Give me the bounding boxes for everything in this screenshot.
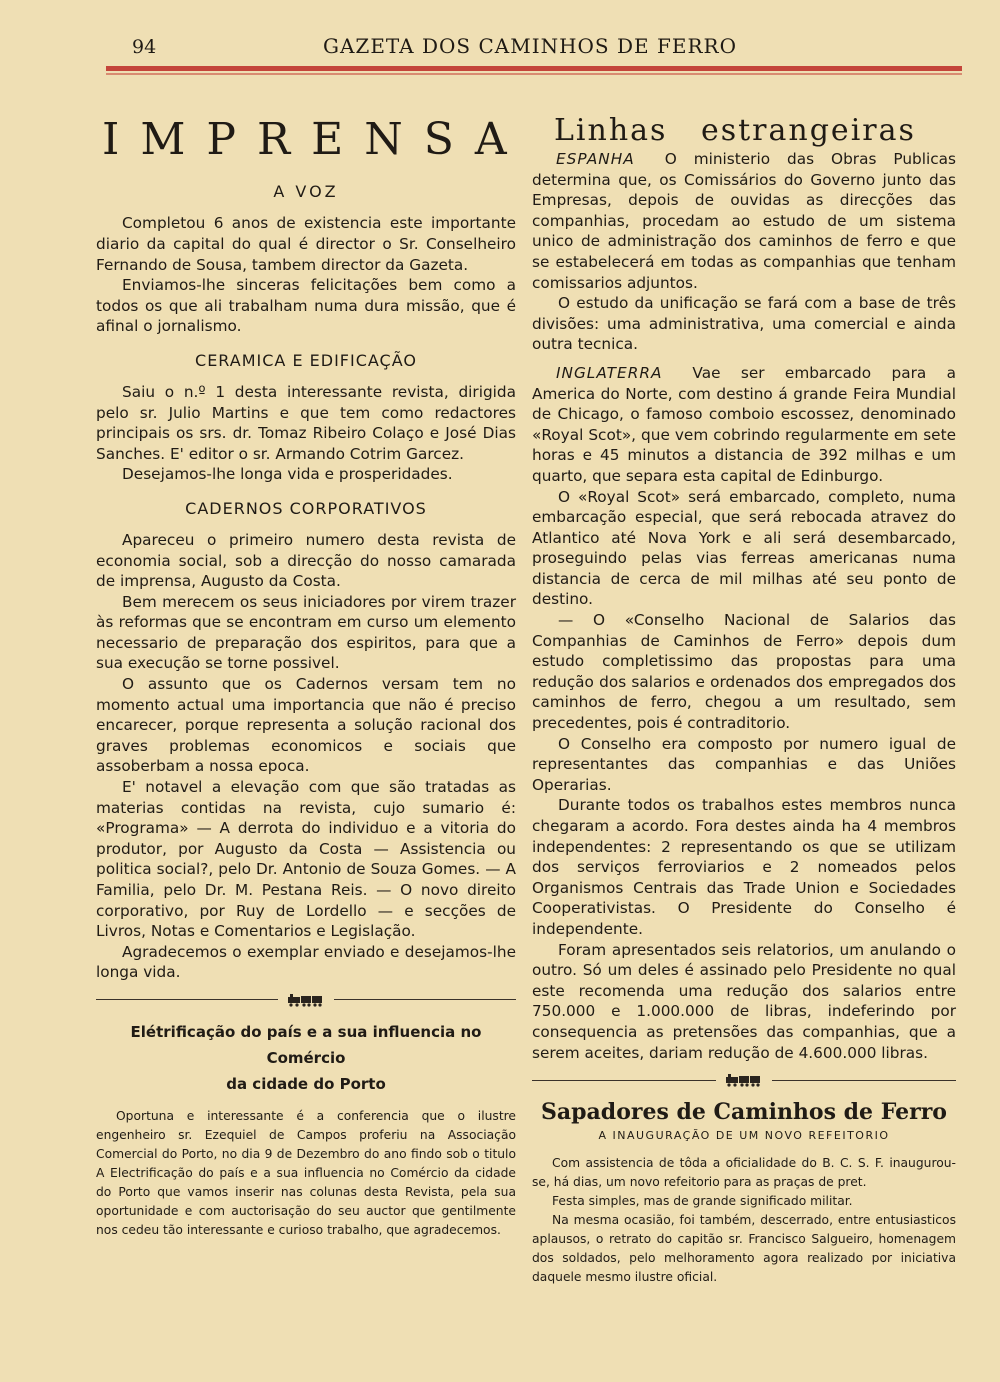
paragraph: Foram apresentados seis relatorios, um anulando o outro. Só um deles é assinado pelo Presidente no qual este recomenda uma redução dos salarios entre 750.000 e 1.000.000 de libras, indeferindo por consequencia as pretensões das companhias, que a serem aceites, dariam redução de 4.600.000 libras.: [532, 940, 956, 1062]
page-number: 94: [132, 36, 157, 58]
article-heading-eletrificacao: [96, 1019, 516, 1097]
divider-line: [532, 1080, 716, 1081]
espanha-block: [532, 149, 956, 355]
running-title: GAZETA DOS CAMINHOS DE FERRO: [323, 34, 737, 58]
paragraph: Festa simples, mas de grande significado militar.: [552, 1194, 853, 1209]
divider-line: [96, 999, 278, 1000]
divider-line: [334, 999, 516, 1000]
paragraph: — O «Conselho Nacional de Salarios das Companhias de Caminhos de Ferro» depois dum estudo completissimo das propostas para uma redução dos salarios e ordenados dos empregados dos caminhos de ferro, chegou a um resultado, sem precedentes, pois é contraditorio.: [532, 611, 956, 733]
paragraph: Agradecemos o exemplar enviado e desejamos-lhe longa vida.: [96, 942, 516, 982]
heading-a-voz: A VOZ: [273, 182, 339, 202]
country-label-inglaterra: INGLATERRA: [556, 363, 663, 382]
left-column: [96, 108, 528, 1240]
paragraph: O assunto que os Cadernos versam tem no momento actual uma importancia que não é preciso encarecer, porque representa a solução racional dos graves problemas economicos e sociais que assoberbam a nossa epoca.: [96, 675, 516, 776]
article-heading-line: Elétrificação do país e a sua influencia no Comércio: [130, 1022, 482, 1067]
heading-ceramica: CERAMICA E EDIFICAÇÃO: [195, 350, 417, 370]
section-title-imprensa: IMPRENSA: [102, 114, 528, 165]
paragraph: Apareceu o primeiro numero desta revista de economia social, sob a direcção do nosso camarada de imprensa, Augusto da Costa.: [96, 530, 516, 591]
right-column: [532, 108, 956, 1287]
article-heading-line: da cidade do Porto: [226, 1074, 386, 1093]
paragraph: O Conselho era composto por numero igual de representantes das companhias e das Uniões Operarias.: [532, 734, 956, 794]
article-body: [96, 1107, 516, 1240]
paragraph: O «Royal Scot» será embarcado, completo, numa embarcação especial, que será rebocada atravez do Atlantico até Nova York e ali será desembarcado, proseguindo pelas vias ferreas americanas numa distancia de cerca de mil milhas até seu ponto de destino.: [532, 487, 956, 609]
heading-cadernos: CADERNOS CORPORATIVOS: [185, 498, 427, 518]
article-body: [532, 1154, 956, 1287]
inglaterra-block: [532, 363, 956, 1063]
train-divider: [96, 993, 516, 1007]
paragraph: Saiu o n.º 1 desta interessante revista, dirigida pelo sr. Julio Martins e que tem como redactores principais os srs. dr. Tomaz Ribeiro Colaço e José Dias Sanches. E' editor o sr. Armando Cotrim Garcez.: [96, 382, 516, 463]
paragraph: Durante todos os trabalhos estes membros nunca chegaram a acordo. Fora destes ainda ha 4 membros independentes: 2 representando os que se utilizam dos serviços ferroviarios e 2 nomeados pelos Organismos Centrais das Trade Union e Sociedades Cooperativistas. O Presidente do Conselho é independente.: [532, 796, 956, 938]
paragraph: Completou 6 anos de existencia este importante diario da capital do qual é director o Sr. Conselheiro Fernando de Sousa, tambem director da Gazeta.: [96, 214, 516, 274]
paragraph: Na mesma ocasião, foi também, descerrado, entre entusiasticos aplausos, o retrato do capitão sr. Francisco Salgueiro, homenagem dos soldados, pelo melhoramento agora realizado por iniciativa daquele mesmo ilustre oficial.: [532, 1213, 956, 1285]
paragraph: O estudo da unificação se fará com a base de três divisões: uma administrativa, uma comercial e ainda outra tecnica.: [532, 294, 956, 354]
paragraph: Desejamos-lhe longa vida e prosperidades.: [122, 465, 453, 484]
article-heading-sapadores: Sapadores de Caminhos de Ferro: [541, 1099, 947, 1126]
header-rule: [106, 66, 962, 71]
paragraph: O ministerio das Obras Publicas determina que, os Comissários do Governo junto das Empresas, depois de ouvidas as direcções das companhias, procedam ao estudo de um sistema unico de administração dos caminhos de ferro e que se estabelecerá em todas as companhias que tenham comissarios adjuntos.: [532, 150, 956, 292]
paragraph: Vae ser embarcado para a America do Norte, com destino á grande Feira Mundial de Chicago, o famoso comboio escossez, denominado «Royal Scot», que vem cobrindo regularmente em sete horas e 45 minutos a distancia de 392 milhas e um quarto, que separa esta capital de Edinburgo.: [532, 363, 956, 485]
paragraph: E' notavel a elevação com que são tratadas as materias contidas na revista, cujo sumario é: «Programa» — A derrota do individuo e a vitoria do produtor, por Augusto da Costa — Assistencia ou politica social?, pelo Dr. Antonio de Souza Gomes. — A Familia, pelo Dr. M. Pestana Reis. — O novo direito corporativo, por Ruy de Lordello — e secções de Livros, Notas e Comentarios e Legislação.: [96, 778, 516, 941]
train-icon: [286, 993, 326, 1007]
header-rule-thin: [106, 73, 962, 75]
divider-line: [772, 1080, 956, 1081]
paragraph: Com assistencia de tôda a oficialidade do B. C. S. F. inaugurou-se, há dias, um novo refeitorio para as praças de pret.: [532, 1156, 956, 1190]
paragraph: Bem merecem os seus iniciadores por virem trazer às reformas que se encontram em curso um elemento necessario de preparação dos espiritos, para que a sua execução se torne possivel.: [96, 592, 516, 673]
paragraph: Oportuna e interessante é a conferencia que o ilustre engenheiro sr. Ezequiel de Campos proferiu na Associação Comercial do Porto, no dia 9 de Dezembro do ano findo sob o titulo A Electrificação do país e a sua influencia no Comércio da cidade do Porto que vamos inserir nas colunas desta Revista, pela sua oportunidade e com auctorisação do seu auctor que gentilmente nos cedeu tão interessante e curioso trabalho, que agradecemos.: [96, 1108, 516, 1237]
train-divider: [532, 1073, 956, 1087]
country-label-espanha: ESPANHA: [556, 150, 635, 168]
section-title-linhas-estrangeiras: Linhas estrangeiras: [554, 113, 916, 148]
article-subheading: A INAUGURAÇÃO DE UM NOVO REFEITORIO: [598, 1129, 890, 1143]
train-icon: [724, 1073, 764, 1087]
paragraph: Enviamos-lhe sinceras felicitações bem como a todos os que ali trabalham numa dura missão, que é afinal o jornalismo.: [96, 276, 516, 336]
